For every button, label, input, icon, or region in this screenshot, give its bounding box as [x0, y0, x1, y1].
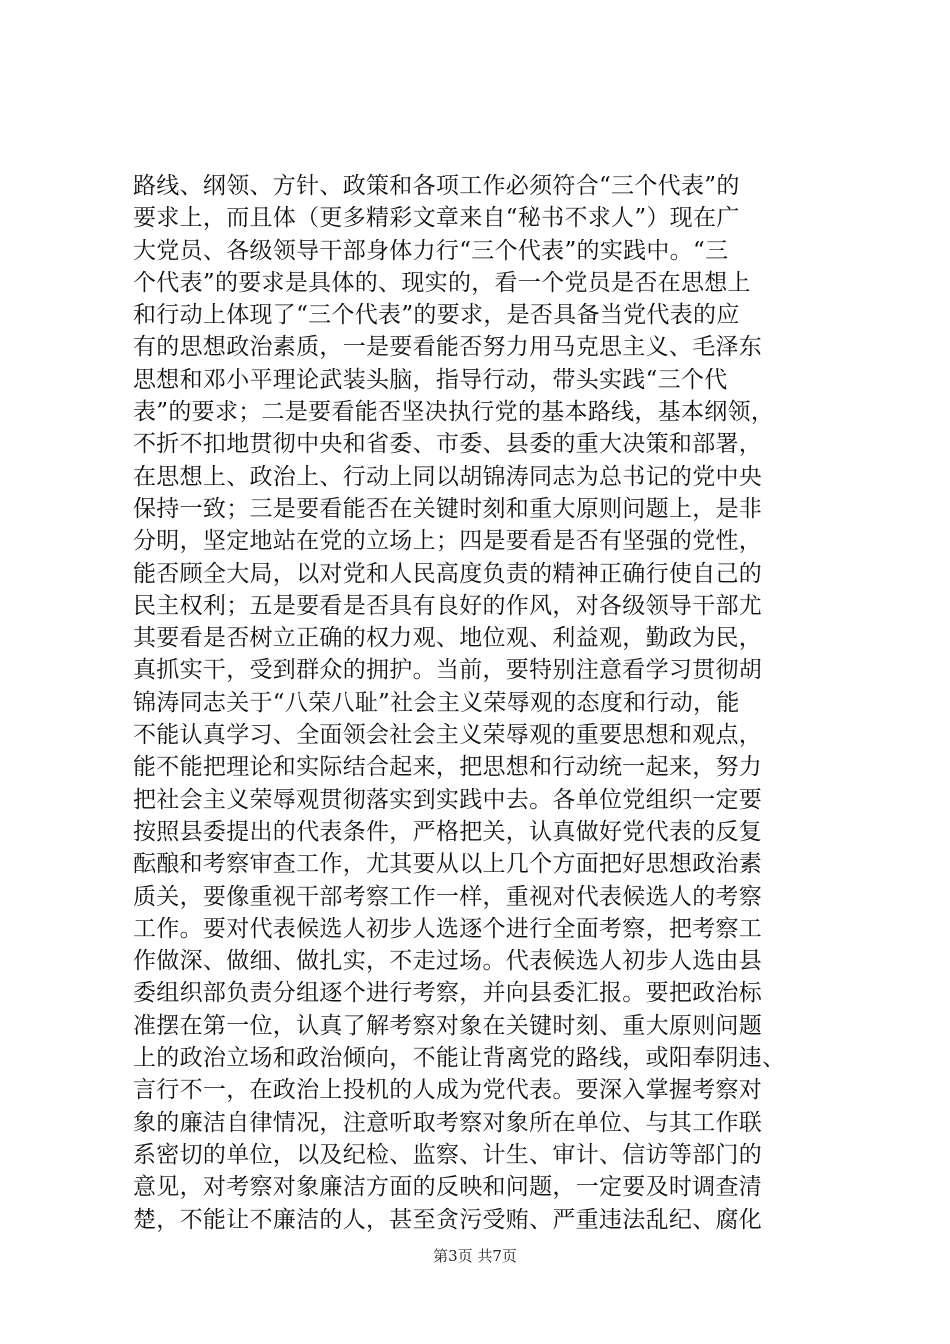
text-line-17: 锦涛同志关于“八荣八耻”社会主义荣辱观的态度和行动，能	[133, 689, 740, 716]
text-line-2: 要求上，而且体（更多精彩文章来自“秘书不求人”）现在广	[133, 205, 740, 232]
text-line-8: 表”的要求；二是要看能否坚决执行党的基本路线，基本纲领，	[133, 399, 775, 426]
text-line-1: 路线、纲领、方针、政策和各项工作必须符合“三个代表”的	[133, 173, 740, 199]
text-line-11: 保持一致；三是要看能否在关键时刻和重大原则问题上，是非	[133, 495, 763, 522]
text-line-6: 有的思想政治素质，一是要看能否努力用马克思主义、毛泽东	[133, 334, 763, 361]
text-line-12: 分明，坚定地站在党的立场上；四是要看是否有坚强的党性，	[133, 528, 763, 555]
page-number-footer: 第3页 共7页	[433, 1247, 517, 1265]
text-line-24: 工作。要对代表候选人初步人选逐个进行全面考察，把考察工	[133, 915, 763, 942]
body-text	[133, 170, 833, 1236]
text-line-31: 系密切的单位，以及纪检、监察、计生、审计、信访等部门的	[133, 1141, 763, 1168]
text-line-23: 质关，要像重视干部考察工作一样，重视对代表候选人的考察	[133, 883, 763, 910]
text-line-26: 委组织部负责分组逐个进行考察，并向县委汇报。要把政治标	[133, 980, 763, 1007]
text-line-9: 不折不扣地贯彻中央和省委、市委、县委的重大决策和部署，	[133, 431, 763, 458]
text-line-20: 把社会主义荣辱观贯彻落实到实践中去。各单位党组织一定要	[133, 786, 763, 813]
text-line-22: 酝酿和考察审查工作，尤其要从以上几个方面把好思想政治素	[133, 851, 763, 878]
text-line-19: 能不能把理论和实际结合起来，把思想和行动统一起来，努力	[133, 754, 763, 781]
text-line-13: 能否顾全大局，以对党和人民高度负责的精神正确行使自己的	[133, 560, 763, 587]
text-line-18: 不能认真学习、全面领会社会主义荣辱观的重要思想和观点，	[133, 722, 763, 749]
text-line-3: 大党员、各级领导干部身体力行“三个代表”的实践中。“三	[133, 237, 729, 264]
text-line-7: 思想和邓小平理论武装头脑，指导行动，带头实践“三个代	[133, 366, 728, 393]
text-line-4: 个代表”的要求是具体的、现实的，看一个党员是否在思想上	[133, 269, 751, 296]
text-line-27: 准摆在第一位，认真了解考察对象在关键时刻、重大原则问题	[133, 1012, 763, 1039]
text-line-25: 作做深、做细、做扎实，不走过场。代表候选人初步人选由县	[133, 948, 763, 975]
text-line-5: 和行动上体现了“三个代表”的要求，是否具备当党代表的应	[133, 302, 740, 329]
text-line-16: 真抓实干，受到群众的拥护。当前，要特别注意看学习贯彻胡	[133, 657, 763, 684]
text-line-32: 意见，对考察对象廉洁方面的反映和问题，一定要及时调查清	[133, 1174, 763, 1201]
text-line-10: 在思想上、政治上、行动上同以胡锦涛同志为总书记的党中央	[133, 463, 763, 490]
text-line-21: 按照县委提出的代表条件，严格把关，认真做好党代表的反复	[133, 818, 763, 845]
text-line-14: 民主权利；五是要看是否具有良好的作风，对各级领导干部尤	[133, 592, 763, 619]
text-line-33: 楚，不能让不廉洁的人，甚至贪污受贿、严重违法乱纪、腐化	[133, 1206, 763, 1233]
text-line-28: 上的政治立场和政治倾向，不能让背离党的路线，或阳奉阴违、	[133, 1045, 786, 1072]
text-line-15: 其要看是否树立正确的权力观、地位观、利益观，勤政为民，	[133, 625, 763, 652]
text-line-29: 言行不一，在政治上投机的人成为党代表。要深入掌握考察对	[133, 1077, 763, 1104]
text-line-30: 象的廉洁自律情况，注意听取考察对象所在单位、与其工作联	[133, 1109, 763, 1136]
